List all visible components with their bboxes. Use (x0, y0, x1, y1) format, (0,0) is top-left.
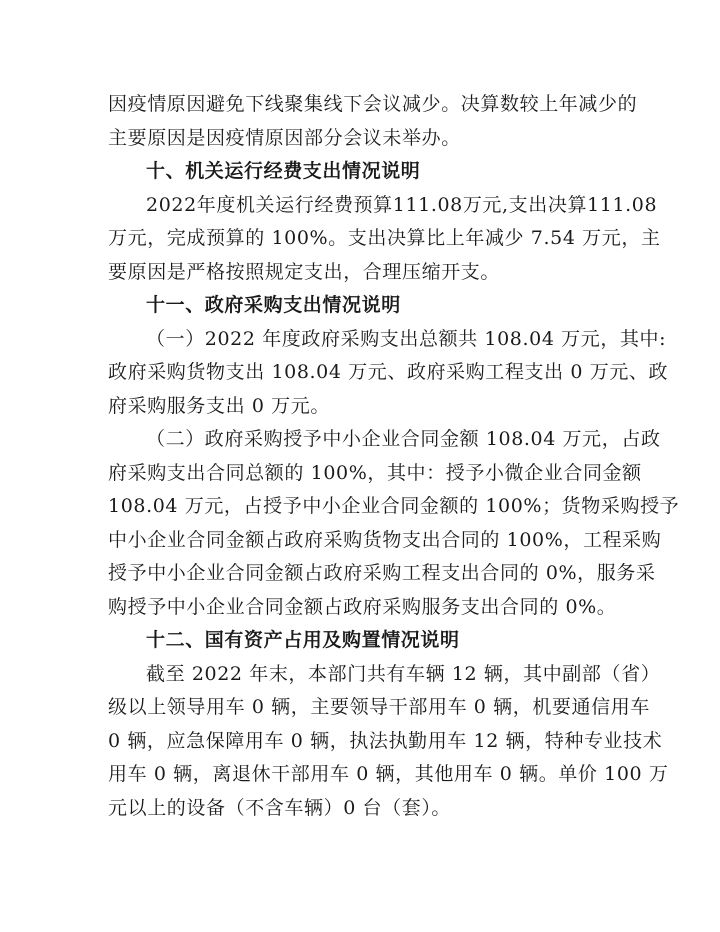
text-line: 政府采购货物支出 108.04 万元、政府采购工程支出 0 万元、政 (108, 361, 669, 383)
text-line: 用车 0 辆，离退休干部用车 0 辆，其他用车 0 辆。单价 100 万 (108, 763, 669, 785)
text-line: 2022年度机关运行经费预算111.08万元,支出决算111.08 (146, 193, 658, 216)
text-line: 因疫情原因避免下线聚集线下会议减少。决算数较上年减少的 (108, 93, 638, 115)
text-line: 元以上的设备（不含车辆）0 台（套）。 (108, 796, 452, 819)
text-line: 级以上领导用车 0 辆，主要领导干部用车 0 辆，机要通信用车 (108, 696, 650, 718)
text-line: 要原因是严格按照规定支出，合理压缩开支。 (108, 260, 501, 283)
section-heading-12: 十二、国有资产占用及购置情况说明 (146, 629, 460, 651)
section-heading-10: 十、机关运行经费支出情况说明 (146, 160, 421, 182)
section10-paragraph (108, 189, 661, 290)
text-line: 截至 2022 年末，本部门共有车辆 12 辆，其中副部（省） (146, 662, 661, 685)
document-page (108, 88, 680, 825)
section12-paragraph (108, 658, 669, 826)
text-line: 授予中小企业合同金额占政府采购工程支出合同的 0%，服务采 (108, 562, 656, 584)
text-line: （一）2022 年度政府采购支出总额共 108.04 万元，其中: (146, 327, 667, 350)
text-line: 万元，完成预算的 100%。支出决算比上年减少 7.54 万元，主 (108, 227, 661, 249)
text-line: 购授予中小企业合同金额占政府采购服务支出合同的 0%。 (108, 595, 617, 618)
text-line: 0 辆，应急保障用车 0 辆，执法执勤用车 12 辆，特种专业技术 (108, 729, 663, 752)
text-line: 府采购服务支出 0 万元。 (108, 394, 330, 417)
section11-paragraph-1 (108, 323, 669, 424)
text-line: （二）政府采购授予中小企业合同金额 108.04 万元，占政 (146, 428, 661, 450)
text-line: 府采购支出合同总额的 100%，其中：授予小微企业合同金额 (108, 461, 642, 484)
section11-paragraph-2 (108, 423, 680, 624)
section-heading-11: 十一、政府采购支出情况说明 (146, 294, 401, 316)
text-line: 108.04 万元，占授予中小企业合同金额的 100%；货物采购授予 (108, 495, 680, 517)
text-line: 中小企业合同金额占政府采购货物支出合同的 100%，工程采购 (108, 528, 662, 551)
text-line: 主要原因是因疫情原因部分会议未举办。 (108, 126, 461, 149)
intro-paragraph (108, 88, 638, 155)
